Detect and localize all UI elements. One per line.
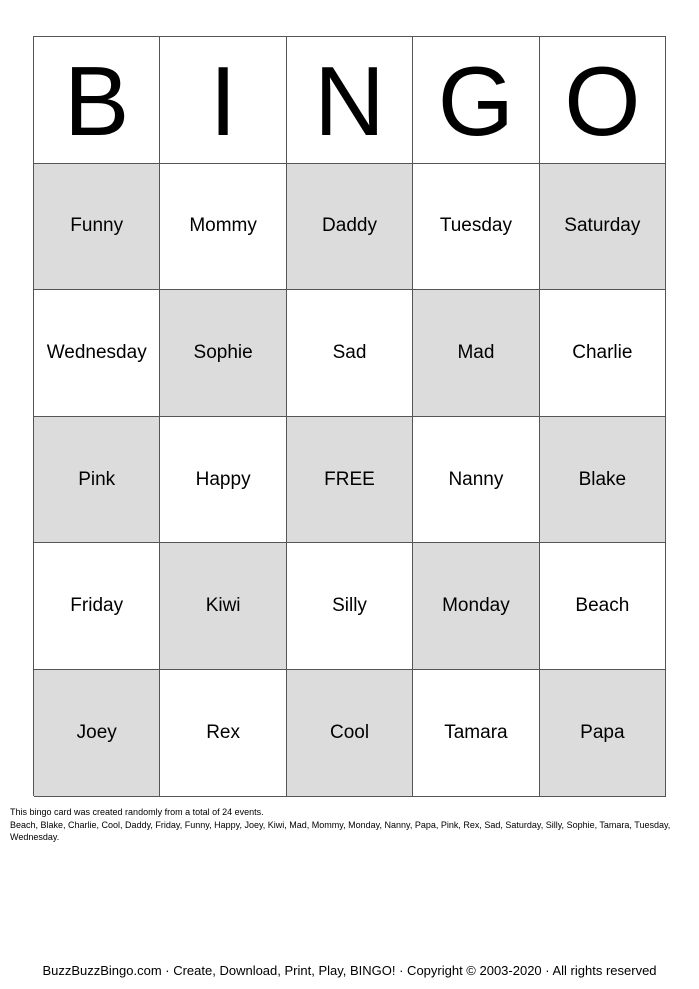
- bingo-cell: Tamara: [413, 670, 539, 797]
- bingo-cell: Pink: [34, 417, 160, 544]
- notes-summary: This bingo card was created randomly from a total of 24 events.: [10, 807, 264, 817]
- bingo-cell: Rex: [160, 670, 286, 797]
- bingo-cell: Charlie: [540, 290, 666, 417]
- bingo-cell: Sad: [287, 290, 413, 417]
- bingo-cell: Sophie: [160, 290, 286, 417]
- bingo-cell: Mad: [413, 290, 539, 417]
- bingo-cell: Silly: [287, 543, 413, 670]
- header-row: [34, 37, 666, 164]
- bingo-cell: Tuesday: [413, 164, 539, 291]
- bingo-cell: Saturday: [540, 164, 666, 291]
- notes-event-list: Beach, Blake, Charlie, Cool, Daddy, Friday, Funny, Happy, Joey, Kiwi, Mad, Mommy, Monday, Nanny, Papa, Pink, Rex, Sad, Saturday, Silly, Sophie, Tamara, Tuesday, Wednesday.: [10, 819, 671, 842]
- header-letter-n: N: [287, 37, 413, 164]
- header-letter-g: G: [413, 37, 539, 164]
- bingo-cell: Funny: [34, 164, 160, 291]
- bingo-cell: Happy: [160, 417, 286, 544]
- card-notes: [10, 806, 690, 844]
- bingo-cell: Beach: [540, 543, 666, 670]
- bingo-cell: Blake: [540, 417, 666, 544]
- header-letter-b: B: [34, 37, 160, 164]
- bingo-cell: Cool: [287, 670, 413, 797]
- free-space-cell: FREE: [287, 417, 413, 544]
- bingo-cell: Kiwi: [160, 543, 286, 670]
- bingo-card: [33, 36, 666, 796]
- header-letter-i: I: [160, 37, 286, 164]
- grid-row: [34, 670, 666, 797]
- page-footer: BuzzBuzzBingo.com · Create, Download, Print, Play, BINGO! · Copyright © 2003-2020 · All rights reserved: [42, 963, 657, 978]
- bingo-cell: Nanny: [413, 417, 539, 544]
- bingo-cell: Joey: [34, 670, 160, 797]
- bingo-cell: Monday: [413, 543, 539, 670]
- bingo-cell: Mommy: [160, 164, 286, 291]
- bingo-cell: Daddy: [287, 164, 413, 291]
- grid-row: [34, 417, 666, 544]
- grid-row: [34, 164, 666, 291]
- header-letter-o: O: [540, 37, 666, 164]
- bingo-cell: Wednesday: [34, 290, 160, 417]
- grid-row: [34, 543, 666, 670]
- bingo-cell: Papa: [540, 670, 666, 797]
- grid-row: [34, 290, 666, 417]
- bingo-cell: Friday: [34, 543, 160, 670]
